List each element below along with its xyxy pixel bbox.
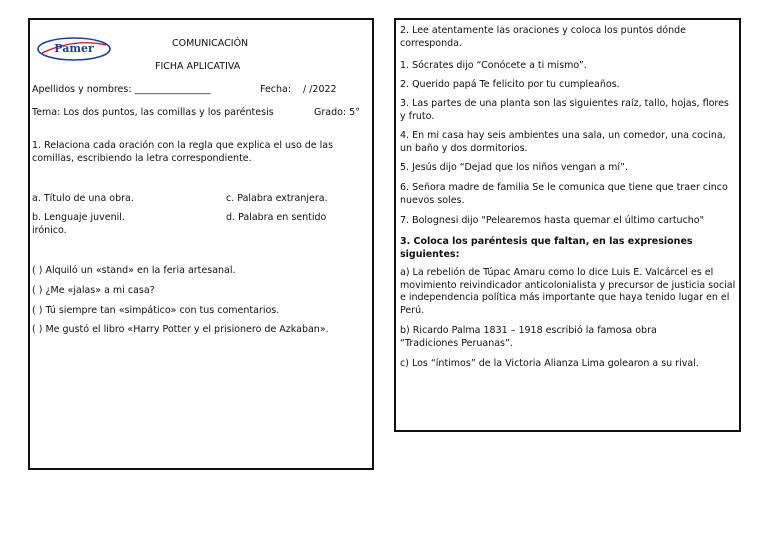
exercise2-item-1: 1. Sócrates dijo “Conócete a ti mismo”.	[400, 60, 587, 71]
rule-d: d. Palabra en sentido irónico.	[32, 212, 327, 236]
name-field-label: Apellidos y nombres: ________________	[32, 84, 211, 95]
grade-label: Grado: 5°	[314, 107, 360, 118]
pamer-logo	[36, 36, 112, 62]
exercise2-item-4: 4. En mi casa hay seis ambientes una sala, un comedor, una cocina, un baño y dos dormitorios.	[400, 130, 726, 154]
exercise2-item-6: 6. Señora madre de familia Se le comunica que tiene que traer cinco nuevos soles.	[400, 182, 728, 206]
rule-b: b. Lenguaje juvenil.	[32, 212, 125, 223]
sheet-type-title: FICHA APLICATIVA	[155, 61, 241, 72]
exercise2-item-3: 3. Las partes de una planta son las siguientes raíz, tallo, hojas, flores y fruto.	[400, 98, 729, 122]
exercise1-item-1: ( ) Alquiló un «stand» en la feria artesanal.	[32, 265, 236, 276]
topic-line: Tema: Los dos puntos, las comillas y los paréntesis	[32, 107, 274, 118]
exercise2-item-5: 5. Jesús dijo “Dejad que los niños vengan a mí”.	[400, 162, 628, 173]
exercise1-item-2: ( ) ¿Me «jalas» a mi casa?	[32, 285, 155, 296]
rule-a: a. Título de una obra.	[32, 193, 134, 204]
subject-title: COMUNICACIÓN	[172, 38, 249, 49]
exercise3-item-b: b) Ricardo Palma 1831 – 1918 escribió la famosa obra “Tradiciones Peruanas”.	[400, 325, 657, 349]
left-worksheet-panel	[28, 18, 374, 470]
svg-text:Pamer: Pamer	[54, 42, 94, 55]
exercise1-item-4: ( ) Me gustó el libro «Harry Potter y el prisionero de Azkaban».	[32, 324, 329, 335]
exercise3-item-a: a) La rebelión de Túpac Amaru como lo dice Luis E. Valcárcel es el movimiento reivindicador anticolonialista y precursor de justicia social e independencia política más importante que haya tenido lugar en el Perú.	[400, 267, 736, 316]
exercise2-instruction: 2. Lee atentamente las oraciones y coloca los puntos dónde corresponda.	[400, 25, 686, 49]
right-worksheet-panel	[394, 18, 741, 432]
date-label: Fecha:	[260, 84, 292, 95]
exercise2-item-7: 7. Bolognesi dijo "Pelearemos hasta quemar el último cartucho"	[400, 215, 704, 226]
exercise1-instruction: 1. Relaciona cada oración con la regla que explica el uso de las comillas, escribiendo la letra correspondiente.	[32, 140, 334, 164]
rule-c: c. Palabra extranjera.	[226, 193, 328, 204]
date-value: / /2022	[303, 84, 337, 95]
exercise3-item-c: c) Los “íntimos” de la Victoria Alianza Lima golearon a su rival.	[400, 358, 699, 369]
exercise2-item-2: 2. Querido papá Te felicito por tu cumpleaños.	[400, 79, 620, 90]
exercise3-instruction: 3. Coloca los paréntesis que faltan, en las expresiones siguientes:	[400, 236, 693, 260]
exercise1-item-3: ( ) Tú siempre tan «simpático» con tus comentarios.	[32, 305, 280, 316]
